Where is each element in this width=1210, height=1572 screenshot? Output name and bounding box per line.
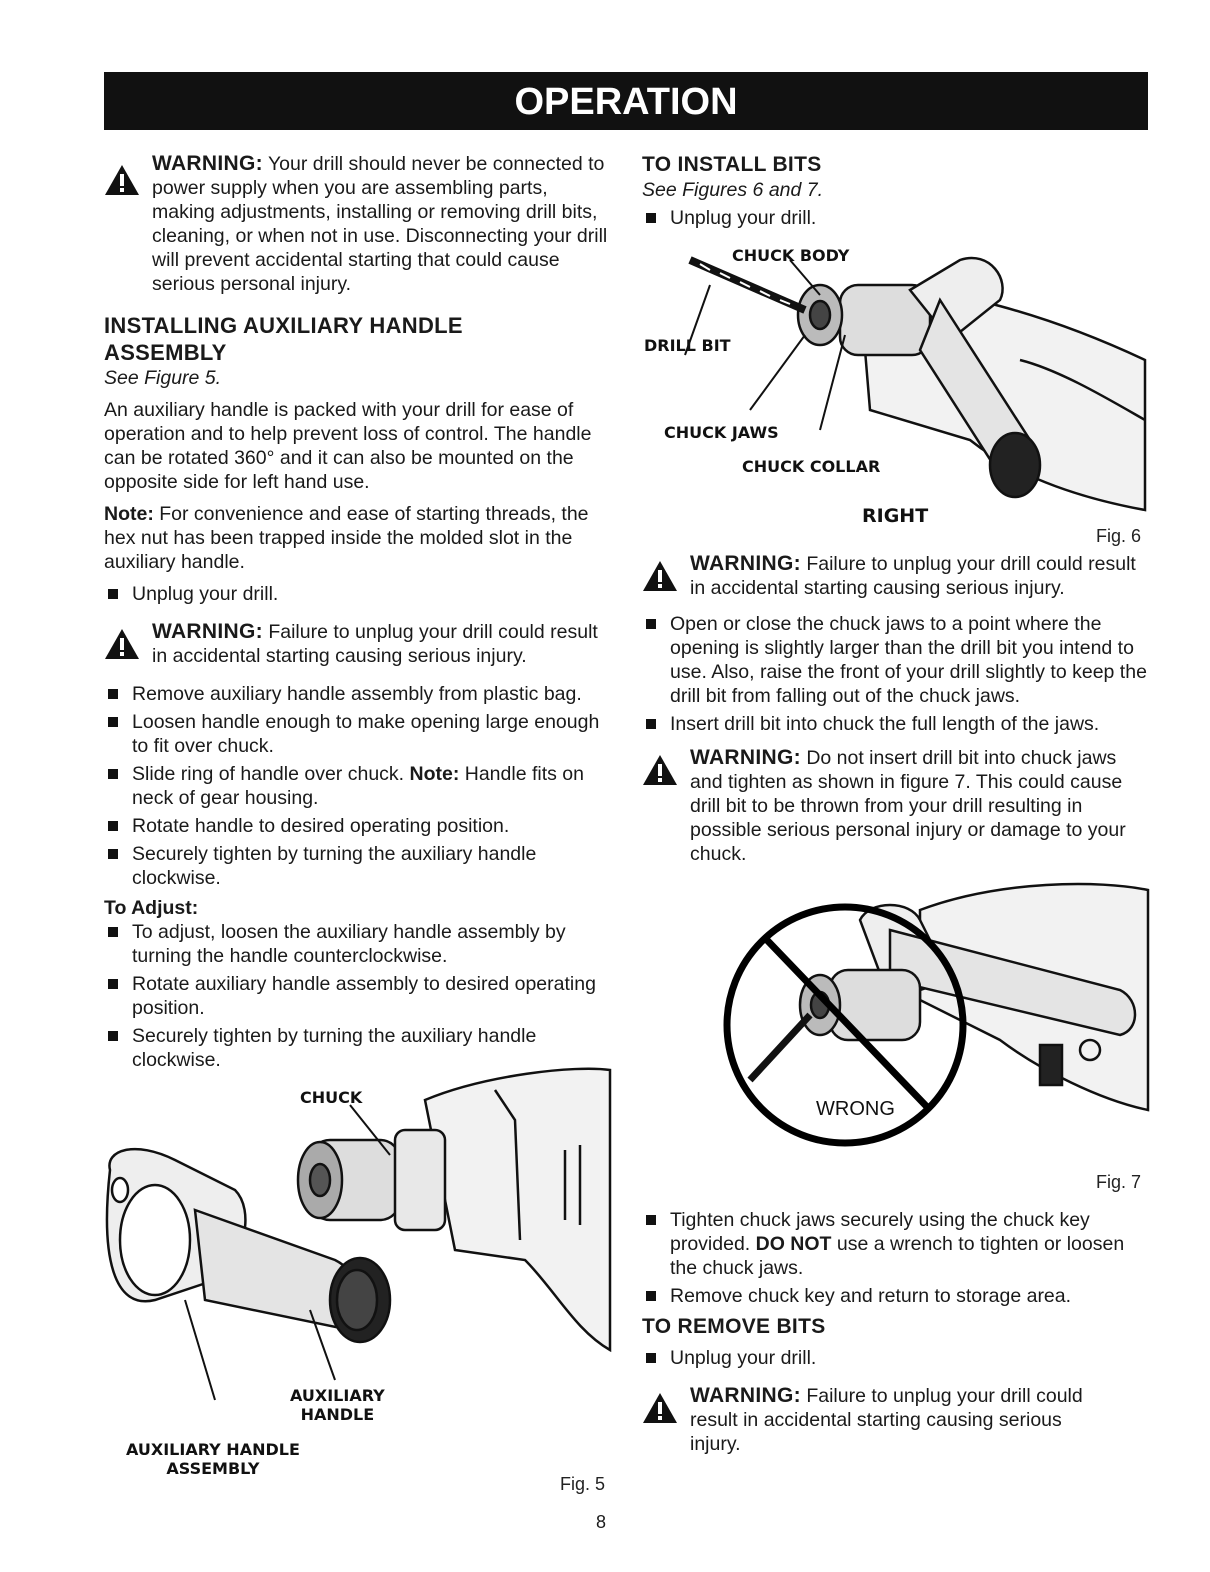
list-item-text: Slide ring of handle over chuck. [132,763,405,785]
warning-text: Failure to unplug your drill could result in accidental starting causing serious injury. [690,1385,1083,1455]
figure-label-drill-bit: DRILL BIT [644,336,731,355]
list-item: Remove chuck key and return to storage area. [642,1284,1148,1308]
bullet-list [104,582,610,606]
warning-label: WARNING: [690,746,801,769]
see-figure-note: See Figure 5. [104,367,222,389]
list-item-text: Handle fits on neck of gear housing. [132,763,584,809]
list-item [642,1208,1148,1280]
figure-caption: Fig. 7 [1096,1172,1142,1192]
warning-text: Failure to unplug your drill could result in accidental starting causing serious injury. [690,553,1136,599]
emphasis: DO NOT [755,1233,832,1255]
warning-text: Your drill should never be connected to power supply when you are assembling parts, making adjustments, installing or removing drill bits, cleaning, or when not in use. Disconnecting your drill will prevent accidental starting that could cause serious personal injury. [152,153,608,295]
figure-label-chuck: CHUCK [300,1088,363,1107]
bullet-list [642,206,1148,230]
warning-triangle-icon [104,164,140,196]
list-item: Securely tighten by turning the auxiliary handle clockwise. [104,1024,610,1072]
list-item: To adjust, loosen the auxiliary handle assembly by turning the handle counterclockwise. [104,920,610,968]
note-paragraph [104,502,610,574]
note-label: Note: [104,503,154,525]
bullet-list [642,1346,1148,1370]
list-item: Remove auxiliary handle assembly from plastic bag. [104,682,610,706]
list-item-text: Tighten chuck jaws securely using the chuck key provided. [670,1209,1090,1255]
list-item-text: use a wrench to tighten or loosen the chuck jaws. [670,1233,1125,1279]
figure-label-chuck-collar: CHUCK COLLAR [742,457,881,476]
section-heading: TO INSTALL BITS [642,153,822,176]
right-column-bottom [642,1208,1148,1466]
list-item: Insert drill bit into chuck the full length of the jaws. [642,712,1148,736]
list-item: Rotate auxiliary handle assembly to desired operating position. [104,972,610,1020]
section-banner: OPERATION [104,72,1148,130]
warning-block [642,1384,1110,1456]
list-item: Open or close the chuck jaws to a point where the opening is slightly larger than the drill bit you intend to use. Also, raise the front of your drill slightly to keep the drill bit from falling out of the chuck jaws. [642,612,1148,708]
list-item: Loosen handle enough to make opening large enough to fit over chuck. [104,710,610,758]
label-line: AUXILIARY [290,1386,385,1405]
right-column-top [642,152,1148,236]
figure-label-auxiliary-handle [290,1386,385,1424]
note-text: For convenience and ease of starting threads, the hex nut has been trapped inside the molded slot in the auxiliary handle. [104,503,589,573]
warning-triangle-icon [642,754,678,786]
bullet-list [642,1208,1148,1308]
left-column [104,152,610,1078]
list-item: Unplug your drill. [104,582,610,606]
paragraph: An auxiliary handle is packed with your drill for ease of operation and to help prevent loss of control. The handle can be rotated 360° and it can also be mounted on the opposite side for left hand use. [104,399,592,493]
figure-label-right: RIGHT [862,505,929,527]
figure-label-chuck-body: CHUCK BODY [732,246,850,265]
warning-triangle-icon [642,1392,678,1424]
list-item [104,762,610,810]
list-item: Unplug your drill. [642,206,1148,230]
subheading: To Adjust: [104,897,199,919]
warning-triangle-icon [642,560,678,592]
see-figure-note: See Figures 6 and 7. [642,179,824,201]
figure-caption: Fig. 5 [560,1474,606,1494]
figure-label-chuck-jaws: CHUCK JAWS [664,423,779,442]
figure-7-illustration [720,870,1150,1175]
section-heading: TO REMOVE BITS [642,1315,826,1338]
figure-label-auxiliary-handle-assembly [126,1440,300,1478]
list-item: Securely tighten by turning the auxiliary handle clockwise. [104,842,610,890]
label-line: HANDLE [300,1405,375,1424]
warning-block [104,620,610,668]
warning-block [642,746,1148,866]
bullet-list [642,612,1148,736]
warning-label: WARNING: [690,1384,801,1407]
right-column-middle [642,552,1148,876]
list-item: Rotate handle to desired operating position. [104,814,610,838]
warning-label: WARNING: [152,152,263,175]
figure-caption: Fig. 6 [1096,526,1142,546]
note-label: Note: [409,763,460,785]
warning-text: Failure to unplug your drill could result in accidental starting causing serious injury. [152,621,598,667]
warning-text: Do not insert drill bit into chuck jaws and tighten as shown in figure 7. This could cause drill bit to be thrown from your drill resulting in possible serious personal injury or damage to your chuck. [690,747,1126,865]
label-line: ASSEMBLY [166,1459,260,1478]
warning-block [642,552,1148,600]
label-line: AUXILIARY HANDLE [126,1440,300,1459]
bullet-list [104,682,610,890]
warning-label: WARNING: [690,552,801,575]
figure-6-illustration [640,240,1150,530]
page-number: 8 [596,1512,607,1532]
figure-label-wrong: WRONG [816,1098,895,1120]
warning-block [104,152,610,296]
bullet-list [104,920,610,1072]
list-item: Unplug your drill. [642,1346,1148,1370]
warning-label: WARNING: [152,620,263,643]
section-heading: INSTALLING AUXILIARY HANDLE ASSEMBLY [104,313,463,365]
warning-triangle-icon [104,628,140,660]
